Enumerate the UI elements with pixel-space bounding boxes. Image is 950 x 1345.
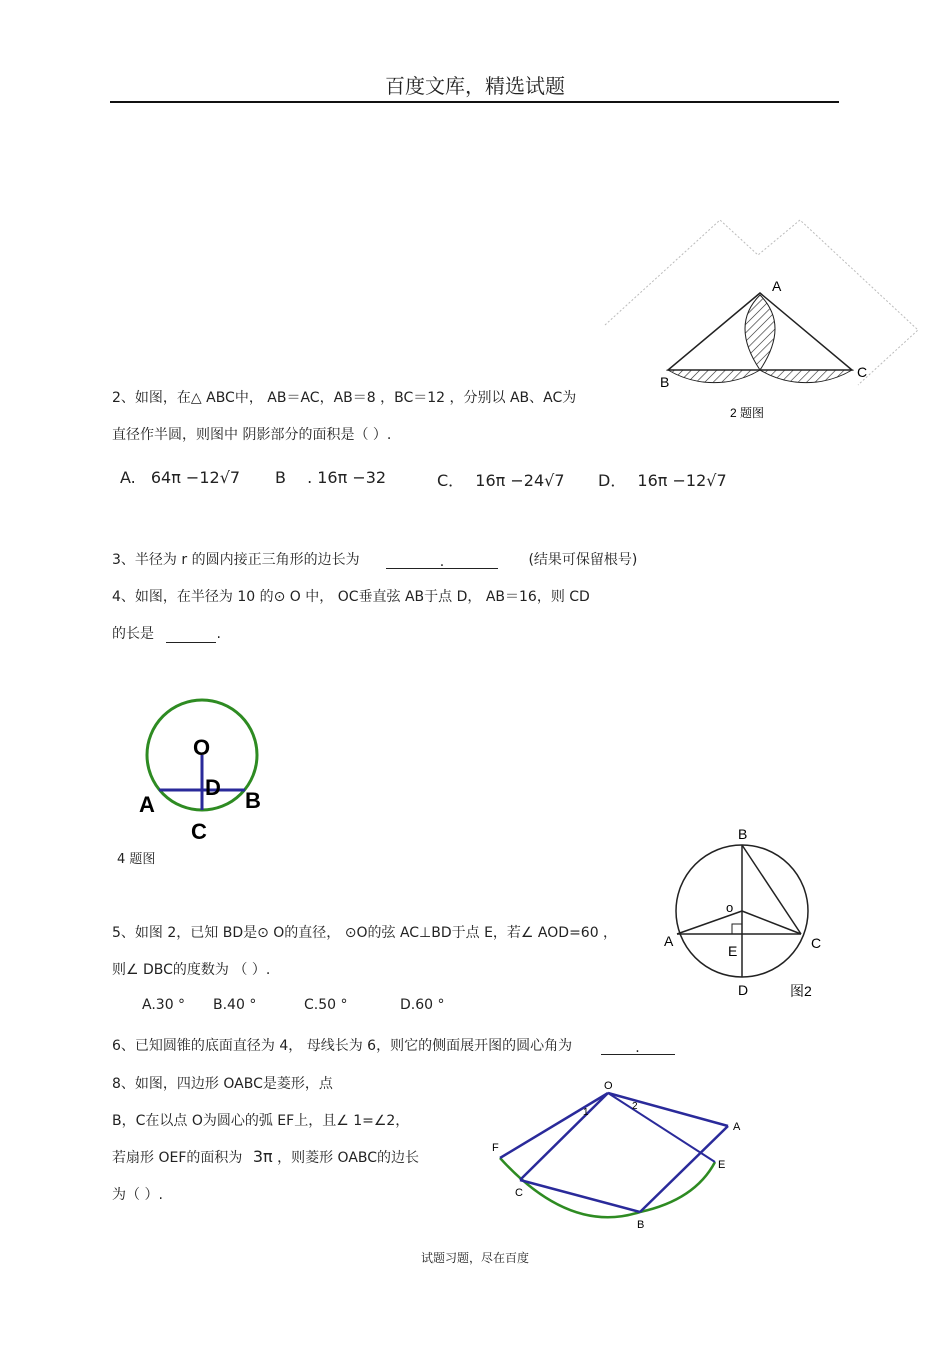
label-e: E xyxy=(718,1159,726,1171)
angle-1-label: 1 xyxy=(583,1107,589,1118)
q2-option-c xyxy=(437,468,565,491)
shaded-lens xyxy=(745,295,775,370)
label-d: D xyxy=(738,982,749,998)
q6-text: 6、已知圆锥的底面直径为 4， 母线长为 6，则它的侧面展开图的圆心角为 xyxy=(112,1038,573,1054)
q2-line2: 直径作半圆，则图中 阴影部分的面积是（ ）. xyxy=(112,427,392,443)
q5-line1: 5、如图 2，已知 BD是⊙ O的直径， ⊙O的弦 AC⊥BD于点 E，若∠ AOD=60 ， xyxy=(112,925,618,941)
q8-text-c: ，则菱形 OABC的边长 xyxy=(277,1150,420,1166)
q4-answer-blank[interactable] xyxy=(166,628,216,643)
q8-line4: 为（ ）. xyxy=(112,1187,163,1203)
label-o: O xyxy=(604,1080,613,1092)
q6-line xyxy=(112,1035,675,1055)
q3-line xyxy=(112,549,637,569)
q5-line2: 则∠ DBC的度数为 （ ）. xyxy=(112,962,271,978)
q8-area-value: 3π xyxy=(252,1147,273,1166)
option-expr: 64π −12√7 xyxy=(150,468,241,487)
option-letter: B xyxy=(275,468,286,487)
option-expr: 16π −24√7 xyxy=(475,471,565,490)
option-letter: D． xyxy=(598,471,627,490)
segment-bc xyxy=(742,845,801,934)
page-footer: 试题习题，尽在百度 xyxy=(420,1251,529,1265)
label-o: o xyxy=(726,900,734,915)
label-b: B xyxy=(637,1219,645,1231)
segment-oc xyxy=(742,911,801,934)
radius-of xyxy=(500,1093,608,1158)
q8-figure xyxy=(485,1075,755,1235)
q4-text: 的长是 xyxy=(112,626,154,642)
label-f: F xyxy=(492,1142,499,1154)
label-d: D xyxy=(205,775,221,800)
q2-option-b xyxy=(275,468,386,487)
label-a: A xyxy=(139,792,155,817)
q8-line3 xyxy=(112,1147,419,1167)
label-o: O xyxy=(193,735,211,760)
option-letter: C． xyxy=(437,471,465,490)
q5-option-d: D.60 ° xyxy=(400,997,445,1013)
shaded-segment-right xyxy=(760,370,852,383)
q5-option-a: A.30 ° xyxy=(142,997,186,1013)
figure-caption: 图2 xyxy=(790,983,812,999)
q5-figure xyxy=(660,825,830,1005)
page-header-title: 百度文库，精选试题 xyxy=(385,74,565,98)
q8-line1: 8、如图，四边形 OABC是菱形，点 xyxy=(112,1076,333,1092)
q8-line2: B，C在以点 O为圆心的弧 EF上，且∠ 1=∠2， xyxy=(112,1113,410,1129)
radius-oe xyxy=(608,1093,715,1162)
q4-line1: 4、如图，在半径为 10 的⊙ O 中， OC垂直弦 AB于点 D， AB＝16，则 CD xyxy=(112,589,590,605)
label-e: E xyxy=(728,943,738,959)
label-c: C xyxy=(857,364,868,380)
q2-option-d xyxy=(598,468,727,491)
q3-text: 3、半径为 r 的圆内接正三角形的边长为 xyxy=(112,552,360,568)
q6-answer-blank[interactable]: . xyxy=(601,1040,675,1055)
right-angle-mark xyxy=(732,924,742,934)
angle-2-label: 2 xyxy=(632,1101,638,1112)
q4-period: . xyxy=(216,626,221,642)
label-a: A xyxy=(733,1121,741,1133)
q2-line1: 2、如图，在△ ABC中， AB＝AC，AB＝8 ，BC＝12 ，分别以 AB、AC为 xyxy=(112,390,577,406)
label-b: B xyxy=(245,788,261,813)
q4-figure-caption: 4 题图 xyxy=(117,852,156,867)
q8-text-a: 若扇形 OEF的面积为 xyxy=(112,1150,243,1166)
q2-figure xyxy=(600,215,925,430)
label-c: C xyxy=(191,819,207,844)
q2-option-a xyxy=(120,468,240,487)
q5-option-b: B.40 ° xyxy=(213,997,257,1013)
figure-caption: 2 题图 xyxy=(730,406,765,420)
label-c: C xyxy=(515,1187,523,1199)
option-expr: 16π −12√7 xyxy=(637,471,727,490)
q4-figure xyxy=(135,695,275,845)
header-rule xyxy=(110,101,839,103)
side-bc xyxy=(520,1180,640,1212)
option-letter: A. xyxy=(120,468,136,487)
q3-note: (结果可保留根号) xyxy=(528,552,638,568)
q5-option-c: C.50 ° xyxy=(304,997,348,1013)
label-b: B xyxy=(738,826,748,842)
label-c: C xyxy=(811,935,822,951)
q3-answer-blank[interactable]: . xyxy=(386,554,498,569)
label-a: A xyxy=(772,278,782,294)
q4-line2 xyxy=(112,623,221,643)
side-oa xyxy=(608,1093,728,1126)
label-a: A xyxy=(664,933,674,949)
option-expr: . 16π −32 xyxy=(307,468,387,487)
shaded-segment-left xyxy=(668,370,760,383)
side-co xyxy=(520,1093,608,1180)
side-ab xyxy=(640,1126,728,1212)
label-b: B xyxy=(660,374,670,390)
